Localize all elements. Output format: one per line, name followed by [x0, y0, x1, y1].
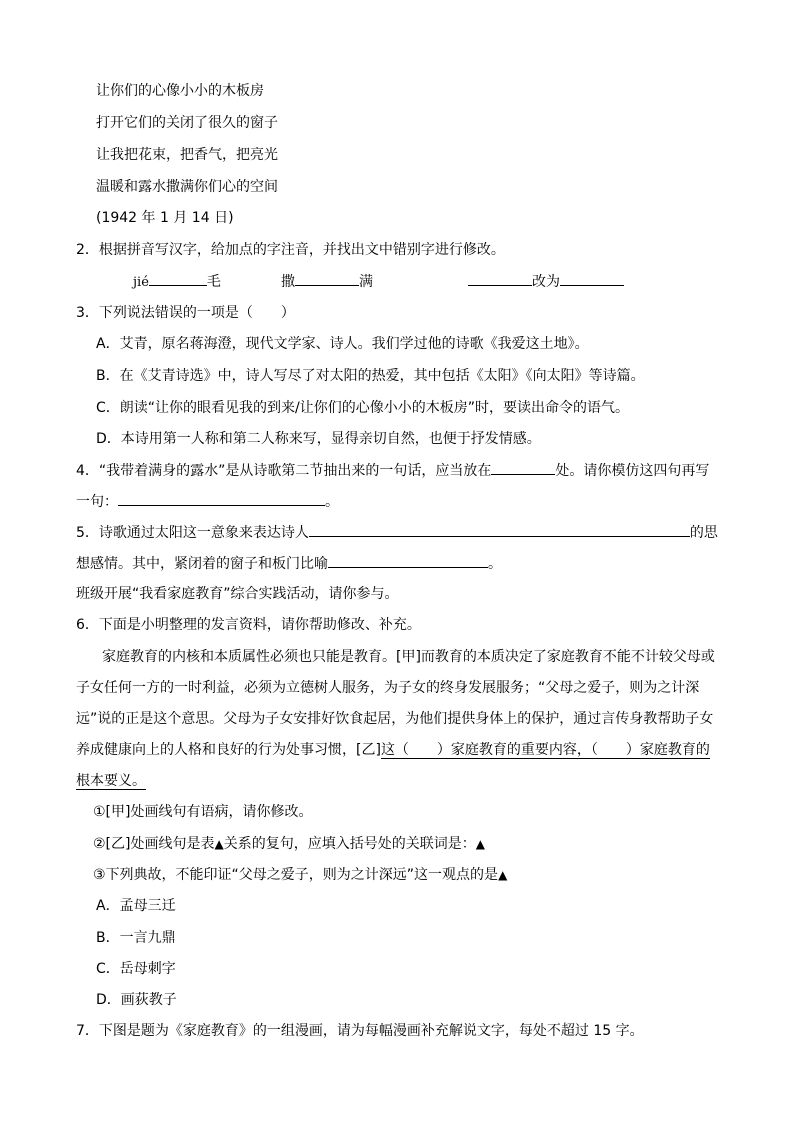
poem-line-4: 温暖和露水撒满你们心的空间 [96, 179, 278, 195]
question-5-line-1 [76, 522, 718, 543]
correction-label: 改为 [532, 274, 560, 290]
question-5-text: 。 [488, 556, 502, 572]
question-5-text: 的思 [689, 525, 718, 541]
question-4-text: 4．“我带着满身的露水”是从诗歌第二节抽出来的一句话，应当放在 [76, 463, 492, 479]
triangle-marker: ▲ [475, 837, 485, 851]
triangle-marker: ▲ [214, 837, 224, 851]
pinyin-label: jié [133, 275, 149, 290]
option-b[interactable]: B．在《艾青诗选》中，诗人写尽了对太阳的热爱，其中包括《太阳》《向太阳》等诗篇。 [96, 368, 645, 384]
word-char: 满 [359, 274, 373, 290]
answer-blank[interactable] [468, 271, 532, 286]
sub-question-3 [93, 865, 507, 885]
sub-question-2 [93, 834, 485, 854]
option-c[interactable]: C．朗读“让你的眼看见我的到来/让你们的心像小小的木板房”时，要读出命令的语气。 [96, 400, 629, 416]
passage-line-1: 家庭教育的内核和本质属性必须也只能是教育。[甲]而教育的本质决定了家庭教育不能不计较父母或 [102, 649, 715, 665]
question-4-text: 。 [325, 494, 339, 510]
passage-line-5 [76, 771, 146, 791]
question-4-text: 处。请你模仿这四句再写 [555, 463, 710, 479]
answer-blank[interactable] [295, 271, 359, 286]
passage-line-3: 远”说的正是这个意思。父母为子女安排好饮食起居，为他们提供身体上的保护，通过言传身教帮助子女 [76, 711, 714, 727]
question-2-fill-sa [281, 271, 373, 292]
underlined-sentence: 这（ ）家庭教育的重要内容，（ ）家庭教育的 [380, 742, 710, 758]
question-4-line-2 [76, 491, 339, 512]
question-5-text: 5．诗歌通过太阳这一意象来表达诗人 [76, 525, 309, 541]
passage-line-4 [76, 740, 710, 760]
option-a[interactable]: A．孟母三迁 [96, 898, 176, 914]
option-d[interactable]: D．本诗用第一人称和第二人称来写，显得亲切自然，也便于抒发情感。 [96, 431, 541, 447]
question-2-stem: 2．根据拼音写汉字，给加点的字注音，并找出文中错别字进行修改。 [76, 242, 505, 258]
answer-blank[interactable] [491, 460, 555, 475]
sub-question-text: 关系的复句，应填入括号处的关联词是： [223, 836, 476, 852]
answer-blank[interactable] [309, 522, 690, 537]
option-b[interactable]: B．一言九鼎 [96, 930, 176, 946]
question-5-text: 想感情。其中，紧闭着的窗子和板门比喻 [76, 556, 328, 572]
underlined-sentence: 根本要义。 [76, 773, 146, 789]
question-3-stem: 3．下列说法错误的一项是（ ） [76, 305, 295, 321]
answer-blank[interactable] [149, 271, 207, 286]
option-c[interactable]: C．岳母刺字 [96, 961, 176, 977]
triangle-marker: ▲ [498, 868, 508, 882]
question-2-correction [468, 271, 624, 292]
option-a[interactable]: A．艾青，原名蒋海澄，现代文学家、诗人。我们学过他的诗歌《我爱这土地》。 [96, 336, 589, 352]
activity-intro: 班级开展“我看家庭教育”综合实践活动，请你参与。 [76, 586, 399, 602]
poem-date: (1942 年 1 月 14 日) [96, 210, 234, 226]
question-4-text: 一句： [76, 494, 118, 510]
passage-text: 养成健康向上的人格和良好的行为处事习惯，[乙] [76, 742, 381, 758]
word-char: 毛 [206, 274, 221, 290]
answer-blank[interactable] [118, 491, 325, 506]
answer-blank[interactable] [560, 271, 624, 286]
sub-question-text: ③下列典故，不能印证“父母之爱子，则为之计深远”这一观点的是 [93, 867, 499, 883]
option-d[interactable]: D．画荻教子 [96, 992, 177, 1008]
question-4-line-1 [76, 460, 709, 481]
question-7-stem: 7．下图是题为《家庭教育》的一组漫画，请为每幅漫画补充解说文字，每处不超过 15 字。 [76, 1023, 644, 1039]
poem-line-2: 打开它们的关闭了很久的窗子 [96, 115, 278, 131]
poem-line-1: 让你们的心像小小的木板房 [96, 83, 264, 99]
poem-line-3: 让我把花束，把香气，把亮光 [96, 147, 278, 163]
question-5-line-2 [76, 553, 502, 574]
question-6-stem: 6．下面是小明整理的发言资料，请你帮助修改、补充。 [76, 617, 421, 633]
answer-blank[interactable] [328, 553, 488, 568]
sub-question-text: ②[乙]处画线句是表 [93, 836, 215, 852]
question-2-fill-line [133, 271, 221, 293]
sub-question-1: ①[甲]处画线句有语病，请你修改。 [93, 804, 313, 820]
passage-line-2: 子女任何一方的一时利益，必须为立德树人服务，为子女的终身发展服务；“父母之爱子，则为之计深 [76, 680, 700, 696]
word-char: 撒 [281, 274, 295, 290]
